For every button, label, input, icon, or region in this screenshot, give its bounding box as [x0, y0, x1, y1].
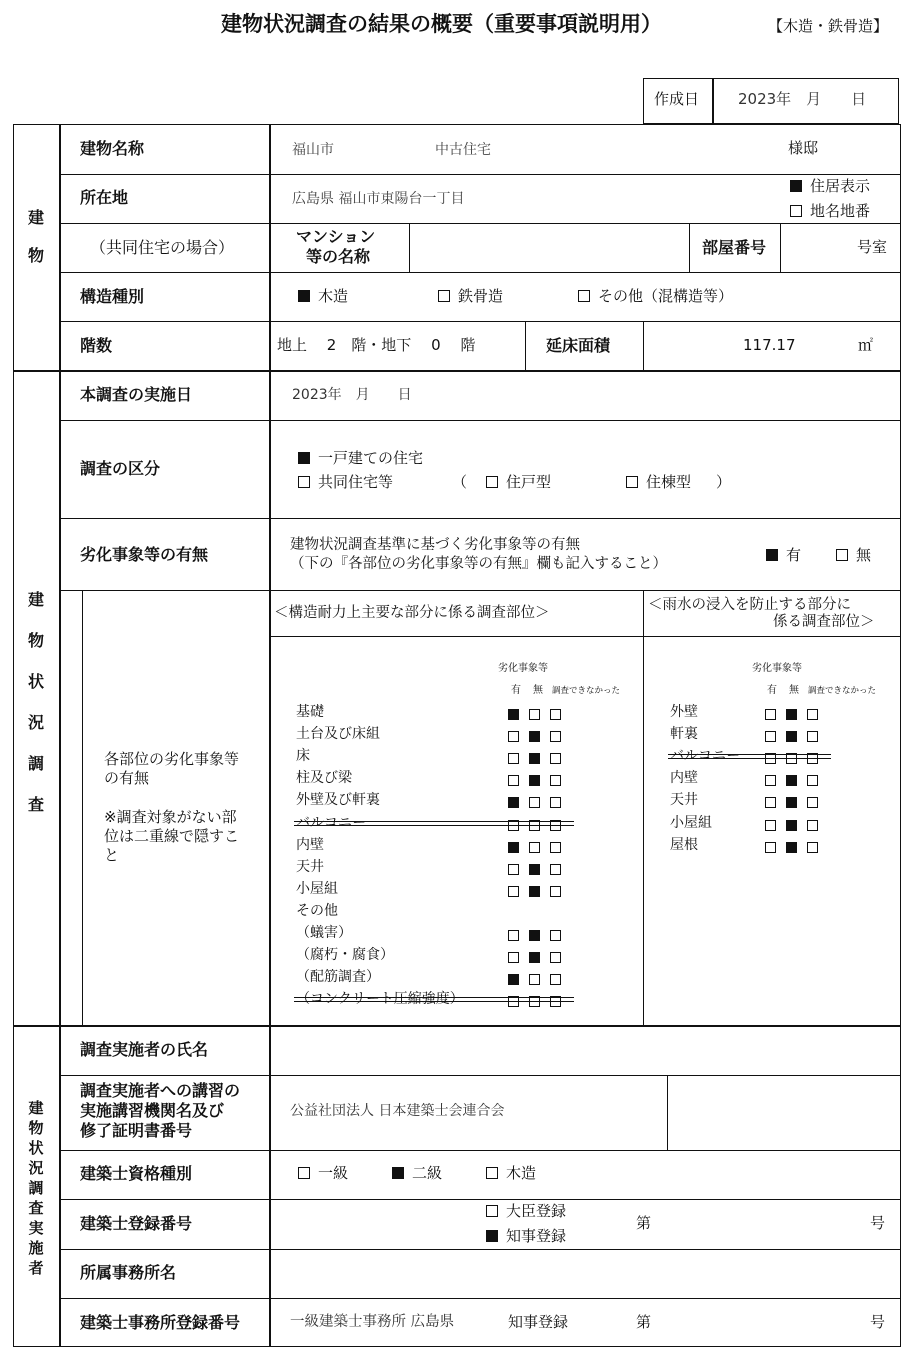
checkbox-empty-icon: [486, 1167, 498, 1179]
floor-area-label: 延床面積: [546, 336, 611, 355]
deterioration-item-checkboxes[interactable]: [508, 706, 571, 722]
page-title: 建物状況調査の結果の概要（重要事項説明用）: [221, 12, 662, 36]
double-strike-line: [668, 758, 831, 759]
category-opt-unit[interactable]: 住戸型: [486, 475, 551, 490]
checkbox-empty-icon[interactable]: [765, 709, 776, 720]
checkbox-empty-icon[interactable]: [765, 797, 776, 808]
deterioration-item-label: バルコニー: [296, 814, 366, 831]
survey-date-value: 2023年 月 日: [292, 387, 412, 403]
deterioration-item-label: 天井: [670, 792, 698, 809]
checkbox-checked-icon[interactable]: [529, 731, 540, 742]
mansion-label-2: 等の名称: [306, 247, 371, 266]
created-value: 2023年 月 日: [738, 90, 867, 108]
checkbox-empty-icon[interactable]: [807, 842, 818, 853]
deterioration-item-checkboxes[interactable]: [765, 728, 828, 744]
deterioration-item-checkboxes[interactable]: [508, 971, 571, 987]
checkbox-empty-icon[interactable]: [550, 864, 561, 875]
structure-opt-wood[interactable]: 木造: [298, 289, 348, 304]
checkbox-empty-icon[interactable]: [765, 820, 776, 831]
checkbox-checked-icon: [486, 1230, 498, 1242]
office-registration-dai: 第: [636, 1313, 652, 1331]
checkbox-checked-icon[interactable]: [529, 886, 540, 897]
checkbox-checked-icon: [790, 180, 802, 192]
deterioration-item-label: 土台及び床組: [296, 726, 380, 743]
checkbox-checked-icon[interactable]: [786, 820, 797, 831]
checkbox-empty-icon[interactable]: [807, 797, 818, 808]
deterioration-item-label: 天井: [296, 858, 324, 875]
checkbox-checked-icon[interactable]: [508, 709, 519, 720]
reg-opt-minister[interactable]: 大臣登録: [486, 1204, 566, 1219]
deterioration-text-1: 建物状況調査基準に基づく劣化事象等の有無: [290, 537, 580, 553]
checkbox-empty-icon[interactable]: [550, 753, 561, 764]
course-label-3: 修了証明書番号: [80, 1121, 193, 1140]
checkbox-checked-icon[interactable]: [786, 709, 797, 720]
rain-header-2: 係る調査部位＞: [773, 614, 875, 630]
qualification-label: 建築士資格種別: [80, 1164, 193, 1183]
deterioration-item-label: （配筋調査）: [296, 969, 380, 986]
office-name-label: 所属事務所名: [80, 1263, 177, 1282]
checkbox-empty-icon[interactable]: [807, 775, 818, 786]
double-strike-line: [294, 821, 574, 822]
checkbox-empty-icon[interactable]: [508, 952, 519, 963]
deterioration-yes[interactable]: 有: [766, 548, 801, 563]
deterioration-item-checkboxes[interactable]: [508, 772, 571, 788]
double-strike-line: [668, 754, 831, 755]
deterioration-item-label: 屋根: [670, 836, 698, 853]
double-strike-line: [294, 997, 574, 998]
deterioration-item-checkboxes[interactable]: [508, 883, 571, 899]
checkbox-empty-icon: [836, 549, 848, 561]
deterioration-no[interactable]: 無: [836, 548, 871, 563]
checkbox-empty-icon[interactable]: [508, 864, 519, 875]
deterioration-item-label: 内壁: [670, 770, 698, 787]
category-paren-open: （: [452, 473, 468, 491]
deterioration-item-checkboxes[interactable]: [508, 839, 571, 855]
course-label-2: 実施講習機関名及び: [80, 1101, 225, 1120]
structural-col-na: 調査できなかった: [552, 686, 621, 696]
checkbox-empty-icon[interactable]: [529, 797, 540, 808]
structure-label: 構造種別: [80, 287, 145, 306]
deterioration-label: 劣化事象等の有無: [80, 545, 209, 564]
building-name-suffix: 様邸: [788, 139, 819, 157]
structural-col-header: 劣化事象等: [498, 663, 548, 674]
structure-opt-other[interactable]: その他（混構造等）: [578, 289, 733, 304]
checkbox-empty-icon[interactable]: [550, 709, 561, 720]
deterioration-item-label: （腐朽・腐食）: [296, 947, 394, 964]
checkbox-empty-icon: [626, 476, 638, 488]
inspector-name-label: 調査実施者の氏名: [80, 1040, 209, 1059]
building-name-type: 中古住宅: [435, 142, 491, 158]
checkbox-empty-icon[interactable]: [550, 974, 561, 985]
checkbox-empty-icon: [298, 476, 310, 488]
survey-section-label: 建 物 状 況 調 査: [27, 590, 44, 814]
rain-col-header: 劣化事象等: [752, 663, 802, 674]
deterioration-item-label: （蟻害）: [296, 925, 352, 941]
parts-note-1: ※調査対象がない部: [104, 808, 237, 826]
checkbox-empty-icon[interactable]: [807, 731, 818, 742]
checkbox-empty-icon[interactable]: [765, 775, 776, 786]
rain-col-yes: 有: [767, 685, 777, 696]
checkbox-checked-icon: [392, 1167, 404, 1179]
floors-value: 地上 2 階・地下 0 階: [277, 336, 476, 354]
deterioration-item-checkboxes[interactable]: [508, 794, 571, 810]
address-opt-residence[interactable]: 住居表示: [790, 179, 870, 194]
checkbox-empty-icon[interactable]: [550, 930, 561, 941]
deterioration-item-label: 柱及び梁: [296, 770, 352, 787]
mansion-label-1: マンション: [296, 227, 376, 246]
deterioration-item-label: 内壁: [296, 836, 324, 853]
deterioration-item-label: 外壁及び軒裏: [296, 792, 380, 809]
building-name-label: 建物名称: [80, 139, 145, 158]
apartment-label: （共同住宅の場合）: [90, 238, 235, 257]
structure-opt-steel[interactable]: 鉄骨造: [438, 289, 503, 304]
category-paren-close: ）: [716, 473, 732, 491]
checkbox-checked-icon[interactable]: [529, 930, 540, 941]
checkbox-checked-icon[interactable]: [529, 753, 540, 764]
parts-label-2: の有無: [104, 769, 150, 787]
inspector-section-label: 建 物 状 況 調 査 実 施 者: [28, 1099, 44, 1277]
deterioration-item-checkboxes[interactable]: [508, 750, 571, 766]
checkbox-checked-icon[interactable]: [786, 797, 797, 808]
checkbox-empty-icon[interactable]: [550, 731, 561, 742]
deterioration-item-checkboxes[interactable]: [508, 949, 571, 965]
deterioration-item-label: 外壁: [670, 704, 698, 720]
checkbox-empty-icon[interactable]: [508, 731, 519, 742]
structural-col-yes: 有: [511, 685, 521, 696]
reg-dai: 第: [636, 1214, 652, 1232]
deterioration-item-checkboxes[interactable]: [508, 927, 571, 943]
deterioration-item-label: 軒裏: [670, 726, 698, 743]
location-label: 所在地: [80, 188, 129, 207]
checkbox-checked-icon: [298, 290, 310, 302]
deterioration-item-checkboxes[interactable]: [765, 794, 828, 810]
parts-note-3: と: [104, 846, 120, 864]
checkbox-empty-icon[interactable]: [550, 842, 561, 853]
structural-header: ＜構造耐力上主要な部分に係る調査部位＞: [274, 605, 550, 621]
checkbox-empty-icon: [486, 476, 498, 488]
double-strike-line: [294, 825, 574, 826]
checkbox-empty-icon[interactable]: [807, 820, 818, 831]
office-registration-value: 一級建築士事務所 広島県: [290, 1314, 455, 1330]
office-registration-label: 建築士事務所登録番号: [80, 1313, 241, 1332]
checkbox-checked-icon[interactable]: [529, 864, 540, 875]
reg-go: 号: [870, 1214, 886, 1232]
checkbox-empty-icon: [438, 290, 450, 302]
deterioration-item-label: 小屋組: [296, 880, 338, 897]
deterioration-item-checkboxes[interactable]: [508, 861, 571, 877]
course-label-1: 調査実施者への講習の: [80, 1081, 241, 1100]
deterioration-item-label: （コンクリート圧縮強度）: [296, 991, 464, 1008]
checkbox-checked-icon[interactable]: [508, 797, 519, 808]
checkbox-empty-icon: [578, 290, 590, 302]
checkbox-empty-icon[interactable]: [765, 731, 776, 742]
qual-opt-second[interactable]: 二級: [392, 1166, 442, 1181]
deterioration-item-label: 基礎: [296, 704, 324, 720]
checkbox-empty-icon[interactable]: [529, 709, 540, 720]
building-section-label: 建 物: [27, 208, 44, 265]
checkbox-empty-icon[interactable]: [508, 930, 519, 941]
address-opt-lot[interactable]: 地名地番: [790, 204, 870, 219]
checkbox-checked-icon[interactable]: [786, 842, 797, 853]
deterioration-item-label: 床: [296, 748, 310, 765]
checkbox-checked-icon[interactable]: [786, 731, 797, 742]
created-label: 作成日: [654, 90, 700, 108]
checkbox-checked-icon[interactable]: [786, 775, 797, 786]
checkbox-empty-icon[interactable]: [529, 974, 540, 985]
deterioration-item-checkboxes[interactable]: [765, 839, 828, 855]
qual-opt-wood[interactable]: 木造: [486, 1166, 536, 1181]
checkbox-empty-icon[interactable]: [550, 952, 561, 963]
checkbox-checked-icon: [298, 452, 310, 464]
rain-col-na: 調査できなかった: [808, 686, 877, 696]
survey-category-label: 調査の区分: [80, 459, 161, 478]
deterioration-item-checkboxes[interactable]: [765, 706, 828, 722]
floors-label: 階数: [80, 336, 113, 355]
floor-area-value: 117.17: [743, 336, 796, 354]
office-registration-type: 知事登録: [508, 1313, 569, 1331]
deterioration-item-checkboxes[interactable]: [765, 817, 828, 833]
deterioration-item-label: 小屋組: [670, 814, 712, 831]
room-suffix: 号室: [857, 238, 888, 256]
checkbox-checked-icon[interactable]: [529, 775, 540, 786]
checkbox-empty-icon[interactable]: [508, 753, 519, 764]
deterioration-item-checkboxes[interactable]: [765, 772, 828, 788]
checkbox-empty-icon[interactable]: [550, 797, 561, 808]
checkbox-empty-icon: [298, 1167, 310, 1179]
checkbox-checked-icon[interactable]: [508, 842, 519, 853]
reg-opt-governor[interactable]: 知事登録: [486, 1229, 566, 1244]
checkbox-empty-icon[interactable]: [529, 842, 540, 853]
checkbox-empty-icon: [790, 205, 802, 217]
deterioration-item-checkboxes[interactable]: [508, 728, 571, 744]
office-registration-go: 号: [870, 1313, 886, 1331]
structure-tag: 【木造・鉄骨造】: [768, 17, 889, 35]
checkbox-empty-icon: [486, 1205, 498, 1217]
building-name-city: 福山市: [292, 142, 334, 158]
double-strike-line: [294, 1001, 574, 1002]
checkbox-empty-icon[interactable]: [508, 775, 519, 786]
location-value: 広島県 福山市東陽台一丁目: [292, 191, 465, 207]
qual-opt-first[interactable]: 一級: [298, 1166, 348, 1181]
category-opt-building[interactable]: 住棟型: [626, 475, 691, 490]
room-number-label: 部屋番号: [702, 238, 767, 257]
deterioration-item-label: バルコニー: [670, 748, 740, 765]
parts-note-2: 位は二重線で隠すこ: [104, 827, 240, 845]
checkbox-empty-icon[interactable]: [765, 842, 776, 853]
rain-col-no: 無: [789, 685, 799, 696]
course-value: 公益社団法人 日本建築士会連合会: [290, 1103, 505, 1119]
deterioration-text-2: （下の『各部位の劣化事象等の有無』欄も記入すること）: [290, 556, 667, 572]
category-opt-collective[interactable]: 共同住宅等: [298, 475, 393, 490]
checkbox-empty-icon[interactable]: [550, 886, 561, 897]
deterioration-item-label: その他: [296, 902, 338, 919]
checkbox-checked-icon: [766, 549, 778, 561]
structural-col-no: 無: [533, 685, 543, 696]
parts-label-1: 各部位の劣化事象等: [104, 750, 240, 768]
checkbox-empty-icon[interactable]: [508, 886, 519, 897]
survey-date-label: 本調査の実施日: [80, 385, 193, 404]
checkbox-checked-icon[interactable]: [508, 974, 519, 985]
category-opt-detached[interactable]: 一戸建ての住宅: [298, 451, 423, 466]
checkbox-empty-icon[interactable]: [807, 709, 818, 720]
rain-header-1: ＜雨水の浸入を防止する部分に: [648, 597, 851, 613]
floor-area-unit: ㎡: [858, 336, 874, 354]
checkbox-checked-icon[interactable]: [529, 952, 540, 963]
checkbox-empty-icon[interactable]: [550, 775, 561, 786]
registration-label: 建築士登録番号: [80, 1214, 193, 1233]
